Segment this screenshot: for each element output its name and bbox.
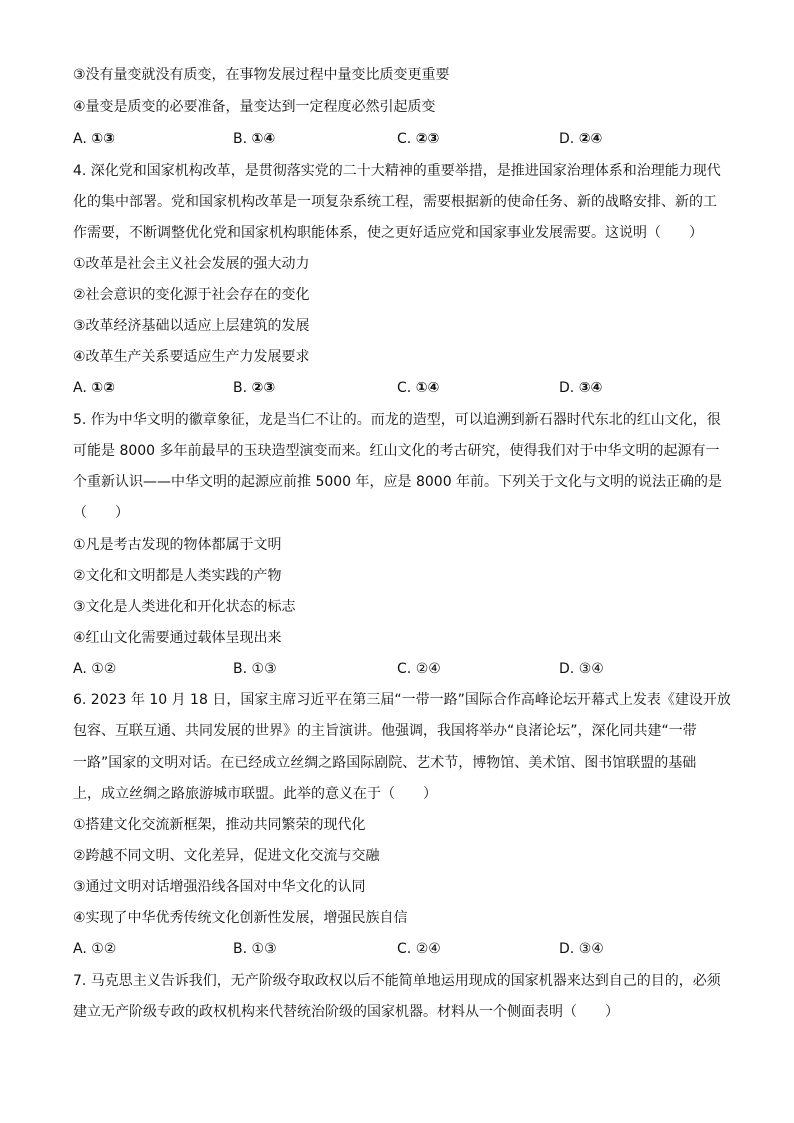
q4-option-b: B. ②③ — [233, 380, 276, 396]
q5-option-b: B. ①③ — [233, 661, 277, 677]
q5-statement-2: ②文化和文明都是人类实践的产物 — [73, 568, 282, 584]
q4-option-c: C. ①④ — [397, 380, 440, 396]
q3-option-a: A. ①③ — [73, 131, 115, 147]
q5-statement-3: ③文化是人类进化和开化状态的标志 — [73, 599, 296, 615]
q5-stem-line: 5. 作为中华文明的徽章象征，龙是当仁不让的。而龙的造型，可以追溯到新石器时代东北的红山文化，很 — [73, 412, 721, 428]
q5-stem-line: 可能是 8000 多年前最早的玉玦造型演变而来。红山文化的考古研究，使得我们对于中华文明的起源有一 — [73, 443, 720, 459]
q6-statement-1: ①搭建文化交流新框架，推动共同繁荣的现代化 — [73, 817, 366, 833]
q5-answer-blank: （ ） — [73, 505, 129, 521]
q5-options — [73, 661, 773, 677]
q3-statement-4: ④量变是质变的必要准备，量变达到一定程度必然引起质变 — [73, 99, 436, 115]
q5-option-c: C. ②④ — [397, 661, 441, 677]
q7-stem-line: 7. 马克思主义告诉我们，无产阶级夺取政权以后不能简单地运用现成的国家机器来达到自己的目的，必须 — [73, 973, 721, 989]
q3-option-c: C. ②③ — [397, 131, 440, 147]
q6-option-c: C. ②④ — [397, 941, 441, 957]
q6-option-a: A. ①② — [73, 941, 117, 957]
q3-option-d: D. ②④ — [559, 131, 603, 147]
q6-stem-line: 一路”国家的文明对话。在已经成立丝绸之路国际剧院、艺术节，博物馆、美术馆、图书馆联盟的基础 — [73, 755, 697, 771]
q7-stem-line: 建立无产阶级专政的政权机构来代替统治阶级的国家机器。材料从一个侧面表明（ ） — [73, 1004, 619, 1020]
q6-statement-4: ④实现了中华优秀传统文化创新性发展，增强民族自信 — [73, 910, 408, 926]
q4-stem-line: 作需要，不断调整优化党和国家机构职能体系，使之更好适应党和国家事业发展需要。这说明（ ） — [73, 225, 703, 241]
q6-statement-3: ③通过文明对话增强沿线各国对中华文化的认同 — [73, 879, 366, 895]
q6-statement-2: ②跨越不同文明、文化差异，促进文化交流与交融 — [73, 848, 380, 864]
q4-option-a: A. ①② — [73, 380, 115, 396]
q3-options — [73, 131, 773, 147]
q5-option-a: A. ①② — [73, 661, 117, 677]
q3-option-b: B. ①④ — [233, 131, 276, 147]
q5-option-d: D. ③④ — [559, 661, 604, 677]
q6-stem-line: 包容、互联互通、共同发展的世界》的主旨演讲。他强调，我国将举办“良渚论坛”，深化同共建“一带 — [73, 723, 697, 739]
q4-statement-3: ③改革经济基础以适应上层建筑的发展 — [73, 318, 310, 334]
q6-options — [73, 941, 773, 957]
q4-statement-1: ①改革是社会主义社会发展的强大动力 — [73, 256, 310, 272]
q3-statement-3: ③没有量变就没有质变，在事物发展过程中量变比质变更重要 — [73, 67, 450, 83]
q6-option-b: B. ①③ — [233, 941, 277, 957]
q5-stem-line: 个重新认识——中华文明的起源应前推 5000 年，应是 8000 年前。下列关于文化与文明的说法正确的是 — [73, 474, 723, 490]
q6-stem-line: 6. 2023 年 10 月 18 日，国家主席习近平在第三届“一带一路”国际合作高峰论坛开幕式上发表《建设开放 — [73, 692, 731, 708]
q4-statement-4: ④改革生产关系要适应生产力发展要求 — [73, 349, 310, 365]
q4-stem-line: 4. 深化党和国家机构改革，是贯彻落实党的二十大精神的重要举措，是推进国家治理体系和治理能力现代 — [73, 163, 721, 179]
q4-statement-2: ②社会意识的变化源于社会存在的变化 — [73, 287, 310, 303]
q5-statement-4: ④红山文化需要通过载体呈现出来 — [73, 630, 282, 646]
q4-stem-line: 化的集中部署。党和国家机构改革是一项复杂系统工程，需要根据新的使命任务、新的战略安排、新的工 — [73, 194, 717, 210]
q6-option-d: D. ③④ — [559, 941, 604, 957]
q5-statement-1: ①凡是考古发现的物体都属于文明 — [73, 537, 282, 553]
q4-option-d: D. ③④ — [559, 380, 603, 396]
q4-options — [73, 380, 773, 396]
q6-stem-line: 上，成立丝绸之路旅游城市联盟。此举的意义在于（ ） — [73, 786, 437, 802]
